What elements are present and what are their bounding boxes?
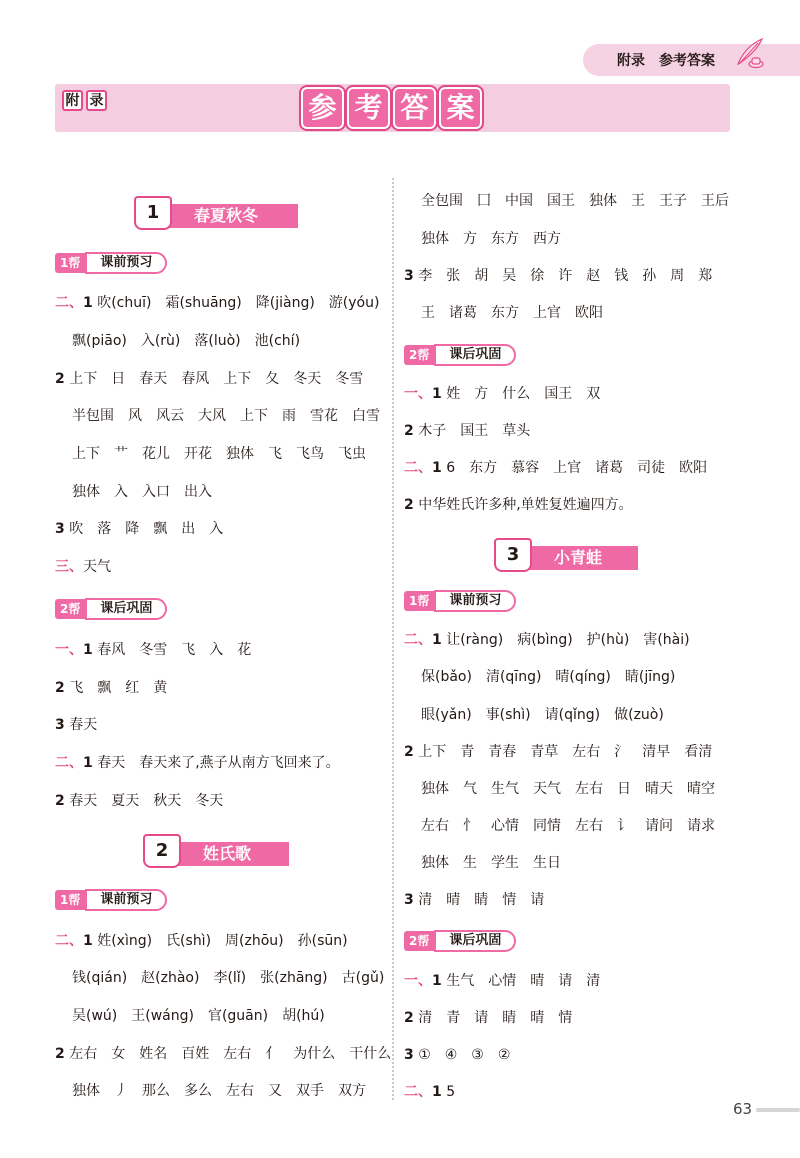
tag-label: 课后巩固 — [434, 344, 516, 366]
lesson-title: 春夏秋冬 — [168, 204, 298, 228]
answer-line: 二、1 5 — [404, 1084, 456, 1100]
answer-line: 一、1 春风 冬雪 飞 入 花 — [55, 642, 252, 658]
page-title — [301, 87, 482, 129]
answer-line: 二、1 吹(chuī) 霜(shuāng) 降(jiàng) 游(yóu) — [55, 295, 380, 311]
lesson-number: 2 — [143, 834, 181, 868]
answer-line: 2 春天 夏天 秋天 冬天 — [55, 793, 224, 809]
appendix-char: 附 — [62, 90, 83, 111]
tag-number: 1帮 — [55, 253, 85, 273]
answer-line: 吴(wú) 王(wáng) 官(guān) 胡(hú) — [72, 1008, 325, 1024]
answer-line: 2 木子 国王 草头 — [404, 423, 531, 439]
tag-label: 课后巩固 — [434, 930, 516, 952]
answer-line: 独体 方 东方 西方 — [421, 231, 561, 247]
answer-line: 3 吹 落 降 飘 出 入 — [55, 521, 224, 537]
title-char: 考 — [347, 87, 390, 129]
answer-line: 3 李 张 胡 吴 徐 许 赵 钱 孙 周 郑 — [404, 268, 713, 284]
lesson-title: 小青蛙 — [528, 546, 638, 570]
lesson-number: 3 — [494, 538, 532, 572]
answer-line: 3 春天 — [55, 717, 98, 733]
answer-line: 二、1 姓(xìng) 氏(shì) 周(zhōu) 孙(sūn) — [55, 933, 348, 949]
answer-line: 眼(yǎn) 事(shì) 请(qǐng) 做(zuò) — [421, 707, 664, 723]
answer-line: 3 清 晴 睛 情 请 — [404, 892, 545, 908]
title-char: 参 — [301, 87, 344, 129]
answer-line: 2 左右 女 姓名 百姓 左右 亻 为什么 干什么 — [55, 1046, 392, 1062]
tag-number: 1帮 — [404, 591, 434, 611]
answer-line: 二、1 春天 春天来了,燕子从南方飞回来了。 — [55, 755, 340, 771]
answer-line: 2 中华姓氏许多种,单姓复姓遍四方。 — [404, 497, 633, 513]
answer-line: 全包围 囗 中国 国王 独体 王 王子 王后 — [421, 193, 729, 209]
answer-line: 二、1 让(ràng) 病(bìng) 护(hù) 害(hài) — [404, 632, 690, 648]
answer-line: 2 上下 青 青春 青草 左右 氵 清早 看清 — [404, 744, 713, 760]
answer-line: 2 上下 日 春天 春风 上下 夂 冬天 冬雪 — [55, 371, 364, 387]
answer-line: 保(bǎo) 清(qīng) 晴(qíng) 睛(jīng) — [421, 669, 676, 685]
column-divider — [392, 178, 394, 1100]
answer-line: 上下 艹 花儿 开花 独体 飞 飞鸟 飞虫 — [72, 446, 366, 462]
answer-line: 2 飞 飘 红 黄 — [55, 680, 168, 696]
answer-line: 王 诸葛 东方 上官 欧阳 — [421, 305, 603, 321]
tag-label: 课后巩固 — [85, 598, 167, 620]
appendix-label — [62, 90, 107, 111]
tag-label: 课前预习 — [85, 889, 167, 911]
answer-line: 2 清 青 请 睛 晴 情 — [404, 1010, 573, 1026]
answer-line: 独体 生 学生 生日 — [421, 855, 561, 871]
lesson-title: 姓氏歌 — [177, 842, 289, 866]
answer-line: 一、1 生气 心情 晴 请 清 — [404, 973, 601, 989]
header-title: 附录 参考答案 — [617, 53, 715, 69]
answer-line: 左右 忄 心情 同情 左右 讠 请问 请求 — [421, 818, 715, 834]
section-tag — [404, 344, 516, 366]
title-char: 案 — [439, 87, 482, 129]
tag-label: 课前预习 — [434, 590, 516, 612]
tag-number: 2帮 — [404, 345, 434, 365]
answer-line: 三、天气 — [55, 559, 111, 575]
tag-number: 2帮 — [404, 931, 434, 951]
tag-number: 1帮 — [55, 890, 85, 910]
section-tag — [55, 598, 167, 620]
answer-line: 独体 气 生气 天气 左右 日 晴天 晴空 — [421, 781, 715, 797]
page-number-rule — [756, 1108, 800, 1112]
page-number: 63 — [733, 1100, 753, 1118]
tag-number: 2帮 — [55, 599, 85, 619]
answer-line: 二、1 6 东方 慕容 上官 诸葛 司徒 欧阳 — [404, 460, 708, 476]
section-tag — [55, 889, 167, 911]
section-tag — [55, 252, 167, 274]
section-tag — [404, 930, 516, 952]
appendix-char: 录 — [86, 90, 107, 111]
answer-line: 独体 丿 那么 多么 左右 又 双手 双方 — [72, 1083, 366, 1099]
answer-line: 半包围 风 风云 大风 上下 雨 雪花 白雪 — [72, 408, 380, 424]
tag-label: 课前预习 — [85, 252, 167, 274]
answer-line: 飘(piāo) 入(rù) 落(luò) 池(chí) — [72, 333, 301, 349]
answer-line: 一、1 姓 方 什么 国王 双 — [404, 386, 601, 402]
answer-line: 3 ① ④ ③ ② — [404, 1047, 511, 1063]
lesson-number: 1 — [134, 196, 172, 230]
answer-line: 独体 入 入口 出入 — [72, 484, 212, 500]
answer-line: 钱(qián) 赵(zhào) 李(lǐ) 张(zhāng) 古(gǔ) — [72, 970, 385, 986]
title-char: 答 — [393, 87, 436, 129]
section-tag — [404, 590, 516, 612]
feather-ink-icon — [732, 36, 766, 70]
